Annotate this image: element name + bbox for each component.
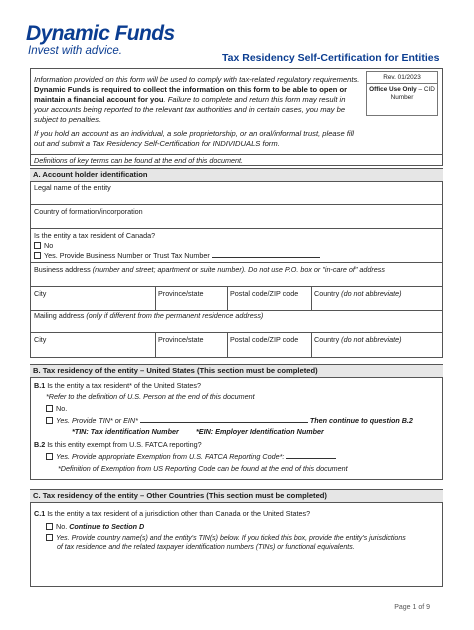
definitions-note: Definitions of key terms can be found at the end of this document.: [34, 156, 243, 165]
mailing-address-label: Mailing address (only if different from the permanent residence address): [34, 311, 264, 320]
office-use-box: [366, 71, 438, 116]
section-b-title: B. Tax residency of the entity – United States (This section must be completed): [30, 364, 443, 378]
c1-no-option[interactable]: No. Continue to Section D: [46, 522, 144, 531]
section-a-box: [30, 168, 443, 358]
c1-yes-option[interactable]: Yes. Provide country name(s) and the entity's TIN(s) below. If you ticked this box, provide the entity's jurisdictions: [46, 534, 406, 542]
intro-text: Information provided on this form will be used to comply with tax-related regulatory requirements. Dynamic Funds is required to collect the information on this form to be able to open or maintain a financial account for you. Failure to complete and return this form may result in your accounts being reported to the relevant tax authorities and in certain cases, you may be subject to penalties. If you hold an account as an individual, a sole proprietorship, or an oral/informal trust, please fill out and submit a Tax Residency Self-Certification for INDIVIDUALS form.: [34, 75, 360, 148]
b2-question: B.2 Is this entity exempt from U.S. FATCA reporting?: [34, 440, 202, 449]
canada-yes-option[interactable]: Yes. Provide Business Number or Trust Tax Number: [34, 251, 320, 260]
brand-logo: Dynamic Funds: [26, 22, 175, 45]
c1-yes-detail: of tax residence and the related taxpayer identification numbers (TINs) or functional equivalents.: [57, 544, 355, 551]
province-label: Province/state: [158, 289, 204, 298]
section-a-title: A. Account holder identification: [30, 168, 443, 182]
city-label: City: [34, 335, 47, 344]
b1-no-option[interactable]: No.: [46, 404, 67, 413]
canada-no-option[interactable]: No: [34, 241, 53, 250]
office-use-label: Office Use Only – CID Number: [369, 86, 435, 101]
city-label: City: [34, 289, 47, 298]
fatca-code-field[interactable]: [286, 458, 336, 459]
tin-field[interactable]: [140, 422, 308, 423]
b1-question: B.1 Is the entity a tax resident* of the United States?: [34, 381, 202, 390]
c1-question: C.1 Is the entity a tax resident of a jurisdiction other than Canada or the United States?: [34, 509, 311, 518]
b1-note: *Refer to the definition of U.S. Person at the end of this document: [46, 392, 255, 401]
legal-name-label: Legal name of the entity: [34, 183, 111, 192]
business-address-label: Business address (number and street; apartment or suite number). Do not use P.O. box or "in-care of" address: [34, 265, 385, 274]
section-c-title: C. Tax residency of the entity – Other Countries (This section must be completed): [30, 489, 443, 503]
province-label: Province/state: [158, 335, 204, 344]
form-title: Tax Residency Self-Certification for Entities: [222, 52, 440, 64]
country-formation-label: Country of formation/incorporation: [34, 207, 143, 216]
checkbox[interactable]: [46, 417, 53, 424]
country-label: Country (do not abbreviate): [314, 289, 402, 298]
checkbox[interactable]: [46, 534, 53, 541]
b1-yes-option[interactable]: Yes. Provide TIN* or EIN* Then continue to question B.2: [46, 416, 413, 425]
tax-resident-canada-question: Is the entity a tax resident of Canada?: [34, 231, 156, 240]
revision-label: Rev. 01/2023: [367, 72, 437, 84]
ein-definition: *EIN: Employer Identification Number: [196, 427, 324, 436]
postal-label: Postal code/ZIP code: [230, 289, 299, 298]
checkbox[interactable]: [34, 242, 41, 249]
business-number-field[interactable]: [212, 257, 320, 258]
country-label: Country (do not abbreviate): [314, 335, 402, 344]
checkbox[interactable]: [46, 453, 53, 460]
b2-yes-option[interactable]: Yes. Provide appropriate Exemption from U.S. FATCA Reporting Code*:: [46, 452, 336, 461]
fatca-definition: *Definition of Exemption from US Reporting Code can be found at the end of this document: [58, 464, 348, 473]
checkbox[interactable]: [46, 523, 53, 530]
tin-definition: *TIN: Tax identification Number: [72, 427, 179, 436]
checkbox[interactable]: [46, 405, 53, 412]
checkbox[interactable]: [34, 252, 41, 259]
postal-label: Postal code/ZIP code: [230, 335, 299, 344]
brand-tagline: Invest with advice.: [28, 45, 122, 57]
page-number: Page 1 of 9: [394, 604, 430, 611]
